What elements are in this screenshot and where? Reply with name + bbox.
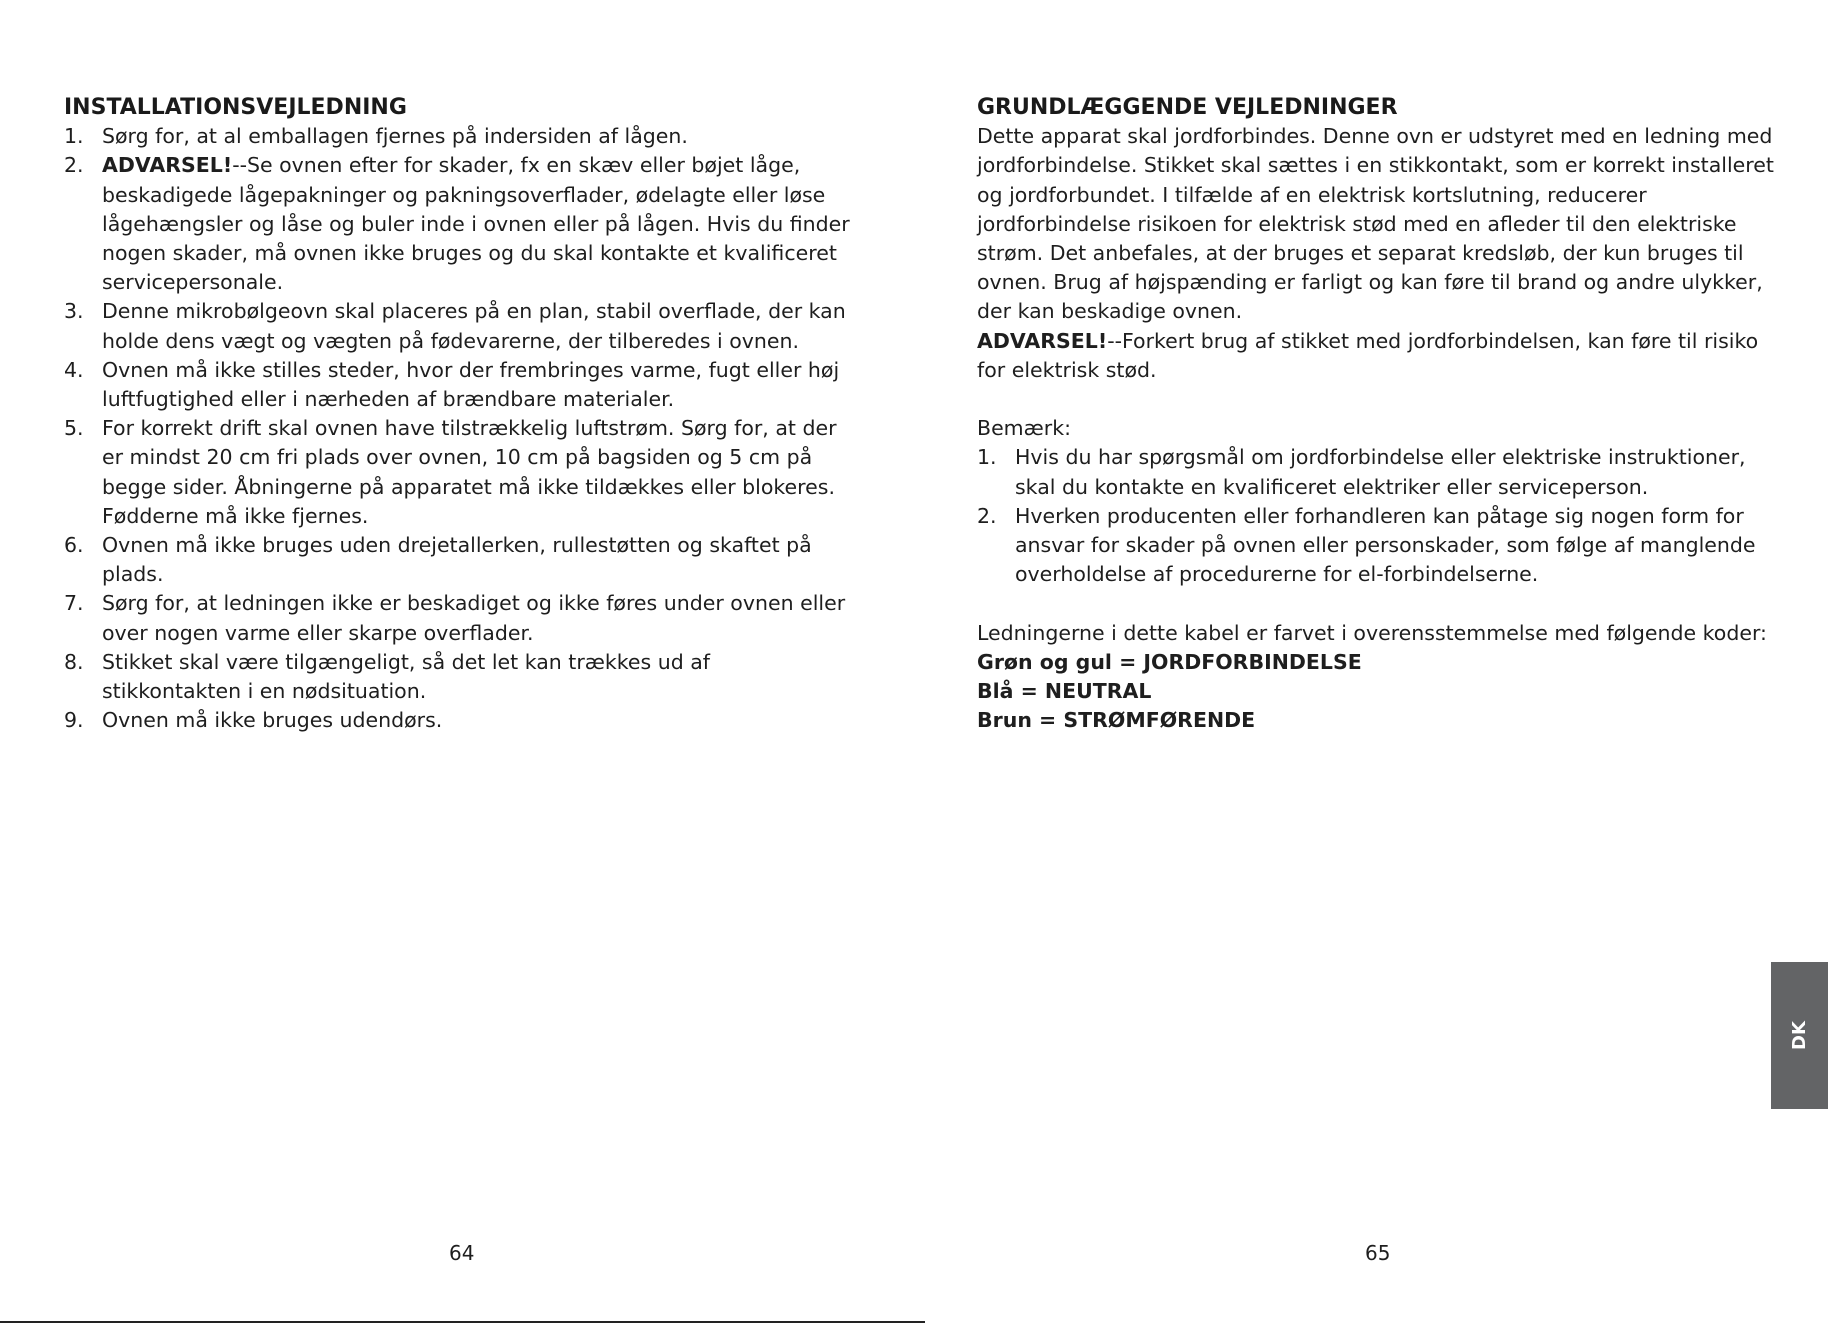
bottom-rule	[0, 1321, 925, 1323]
list-item: 6. Ovnen må ikke bruges uden drejetallerken, rullestøtten og skaftet på plads.	[64, 533, 812, 587]
list-item: 8. Stikket skal være tilgængeligt, så det let kan trækkes ud af stikkontakten i en nødsituation.	[64, 649, 711, 704]
list-item: 2. Hverken producenten eller forhandleren kan påtage sig nogen form for ansvar for skader på ovnen eller personskader, som følge af manglende overholdelse af procedurerne for el-forbindelserne.	[977, 503, 1756, 587]
list-item: 1. Sørg for, at al emballagen fjernes på indersiden af lågen.	[64, 124, 688, 149]
list-item: 7. Sørg for, at ledningen ikke er beskadiget og ikke føres under ovnen eller over nogen varme eller skarpe overflader.	[64, 591, 846, 645]
basic-instructions-heading: GRUNDLÆGGENDE VEJLEDNINGER	[977, 95, 1398, 120]
page-number-right: 65	[1365, 1241, 1391, 1265]
list-item: 1. Hvis du har spørgsmål om jordforbindelse eller elektriske instruktioner, skal du kontakte en kvalificeret elektriker eller serviceperson.	[977, 445, 1746, 499]
language-tab	[1771, 962, 1828, 1109]
list-item: 5. For korrekt drift skal ovnen have tilstrækkelig luftstrøm. Sørg for, at der er mindst 20 cm fri plads over ovnen, 10 cm på bagsiden og 5 cm på begge sider. Åbningerne på apparatet må ikke tildækkes eller blokeres. Fødderne må ikke fjernes.	[64, 416, 837, 528]
installation-list	[64, 122, 854, 735]
notes-list	[977, 443, 1777, 589]
wire-code-neutral: Blå = NEUTRAL	[977, 679, 1152, 704]
intro-paragraph: Dette apparat skal jordforbindes. Denne ovn er udstyret med en ledning med jordforbindelse. Stikket skal sættes i en stikkontakt, som er korrekt installeret og jordforbundet. I tilfælde af en elektrisk kortslutning, reducerer jordforbindelse risikoen for elektrisk stød med en afleder til den elektriske strøm. Det anbefales, at der bruges et separat kredsløb, der kun bruges til ovnen. Brug af højspænding er farligt og kan føre til brand og andre ulykker, der kan beskadige ovnen.	[977, 124, 1774, 324]
left-column	[64, 93, 854, 735]
list-item: 9. Ovnen må ikke bruges udendørs.	[64, 708, 443, 733]
wire-code-earth: Grøn og gul = JORDFORBINDELSE	[977, 649, 1362, 674]
spacer	[977, 385, 1777, 414]
language-tab-label: DK	[1788, 1021, 1810, 1050]
right-column	[977, 93, 1777, 735]
warning-paragraph: ADVARSEL!--Forkert brug af stikket med jordforbindelsen, kan føre til risiko for elektrisk stød.	[977, 328, 1759, 382]
warning-label: ADVARSEL!	[977, 328, 1108, 353]
warning-label: ADVARSEL!	[102, 153, 233, 178]
wire-code-live: Brun = STRØMFØRENDE	[977, 708, 1256, 733]
list-item: 4. Ovnen må ikke stilles steder, hvor der frembringes varme, fugt eller høj luftfugtighed eller i nærheden af brændbare materialer.	[64, 357, 840, 412]
wires-intro: Ledningerne i dette kabel er farvet i overensstemmelse med følgende koder:	[977, 620, 1767, 645]
list-item: 3. Denne mikrobølgeovn skal placeres på en plan, stabil overflade, der kan holde dens vægt og vægten på fødevarerne, der tilberedes i ovnen.	[64, 299, 846, 353]
note-label: Bemærk:	[977, 416, 1071, 441]
list-item: 2. ADVARSEL!--Se ovnen efter for skader, fx en skæv eller bøjet låge, beskadigede lågepakninger og pakningsoverflader, ødelagte eller løse lågehængsler og låse og buler inde i ovnen eller på lågen. Hvis du finder nogen skader, må ovnen ikke bruges og du skal kontakte et kvalificeret servicepersonale.	[64, 153, 850, 295]
installation-heading: INSTALLATIONSVEJLEDNING	[64, 95, 407, 120]
page-number-left: 64	[449, 1241, 475, 1265]
spacer	[977, 589, 1777, 618]
